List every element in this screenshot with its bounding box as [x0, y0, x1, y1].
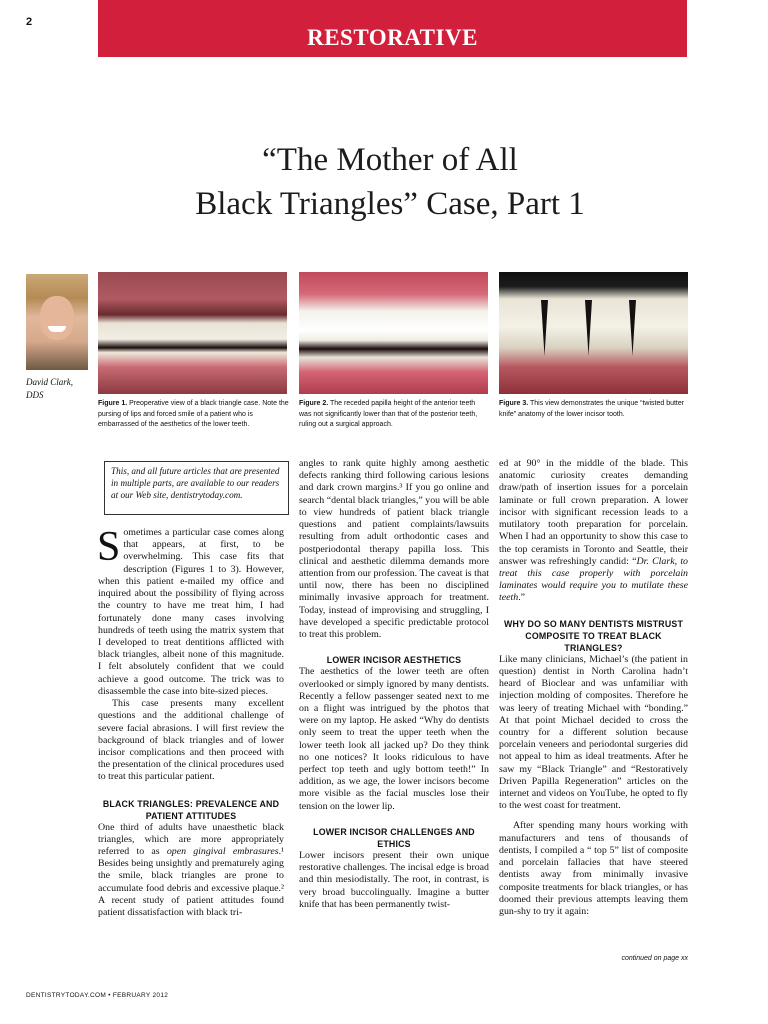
body-paragraph: The aesthetics of the lower teeth are often overlooked or simply ignored by many dentists. Recently a fellow passenger seated next to me on a flight was intrigued by the photos that were on my laptop. He asked “Why do dentists only seem to treat the upper teeth when the lower teeth look all jacked up? Do they think no one notices? It looks ridiculous to have perfect top teeth and ugly bottom teeth!” In addition, as we age, the lower incisors become more visible as the facial muscles lose their tension on the lower lip. — [299, 666, 489, 812]
section-label: RESTORATIVE — [307, 25, 478, 50]
column-3 — [499, 458, 688, 918]
figure-2-text: The receded papilla height of the anterior teeth was not significantly lower than that of the posterior teeth, ruling out a surgical approach. — [299, 400, 478, 428]
body-paragraph: ed at 90° in the middle of the blade. This anatomic curiosity creates demanding draw/path of insertion issues for a porcelain laminate or full crown preparation. A lower incisor with significant recession leads to a mutilatory tooth preparation for porcelain. When I had an opportunity to show this case to the top ceramists in Toronto and Seattle, their answer was refreshingly candid: “Dr. Clark, to treat this case properly with porcelain laminates would require you to mutilate these teeth.” — [499, 458, 688, 604]
intro-paragraph — [97, 524, 284, 698]
page-number: 2 — [26, 16, 33, 28]
figure-3-label: Figure 3. — [499, 400, 529, 407]
web-note-box: This, and all future articles that are presented in multiple parts, are available to our readers at our Web site, dentistrytoday.com. — [104, 461, 289, 515]
body-paragraph: Like many clinicians, Michael’s (the patient in question) dentist in North Carolina hadn’t heard of Bioclear and was unfamiliar with injection molding of composites. Therefore he was leery of treating Michael with “bonding.” At that point Michael decided to cross the country for a different solution because porcelain veneers and periodontal surgeries did not appeal to him as ideal treatments. After he saw my “Black Triangle” and “Restoratively Driven Papilla Regeneration” articles on the internet and videos on YouTube, he opted to fly to the west coast for treatment. — [499, 653, 688, 812]
figure-3-text: This view demonstrates the unique “twisted butter knife” anatomy of the lower incisor tooth. — [499, 400, 685, 418]
figure-1-text: Preoperative view of a black triangle case. Note the pursing of lips and forced smile of a patient who is embarrassed of the aesthetics of the lower teeth. — [98, 400, 289, 428]
emphasis: open gingival embrasures — [166, 846, 279, 858]
section-heading: LOWER INCISOR AESTHETICS — [326, 655, 462, 666]
black-triangle-gap — [629, 300, 636, 356]
figure-3-caption — [499, 399, 689, 420]
author-byline — [26, 376, 73, 402]
continued-note: continued on page xx — [621, 955, 688, 962]
column-2 — [299, 458, 489, 911]
figure-3-photo — [499, 272, 688, 394]
section-banner — [98, 0, 687, 57]
section-heading: WHY DO SO MANY DENTISTS MISTRUST COMPOSITE TO TREAT BLACK TRIANGLES? — [503, 618, 684, 653]
section-heading: LOWER INCISOR CHALLENGES AND ETHICS — [313, 826, 475, 849]
black-triangle-gap — [585, 300, 592, 356]
figure-2-label: Figure 2. — [299, 400, 329, 407]
emphasis: Dr. Clark, to treat this case properly with porcelain laminates would require you to mutilate these teeth — [499, 555, 688, 604]
figure-2-caption — [299, 399, 489, 431]
figure-1-caption — [98, 399, 290, 431]
drop-cap: S — [97, 524, 121, 570]
figure-1-label: Figure 1. — [98, 400, 128, 407]
article-title — [80, 138, 700, 226]
author-name: David Clark, — [26, 377, 73, 387]
black-triangle-gap — [541, 300, 548, 356]
author-face — [40, 296, 74, 340]
body-paragraph: One third of adults have unaesthetic black triangles, which are more appropriately referred to as open gingival embrasures.¹ Besides being unsightly and prematurely aging the smile, black triangles are prone to accumulate food debris and excessive plaque.² A recent study of patient attitudes found patient dissatisfaction with black tri- — [98, 821, 284, 919]
figure-1-photo — [98, 272, 287, 394]
section-heading: BLACK TRIANGLES: PREVALENCE AND PATIENT ATTITUDES — [102, 798, 280, 821]
body-paragraph: Lower incisors present their own unique restorative challenges. The incisal edge is broad and thin mesiodistally. The root, in contrast, is very broad buccolingually. Imagine a butter knife that has been permanently twist- — [299, 849, 489, 910]
article-title-line-2: Black Triangles” Case, Part 1 — [195, 186, 585, 222]
figure-2-photo — [299, 272, 488, 394]
author-photo — [26, 274, 88, 370]
page-footer: DENTISTRYTODAY.COM • FEBRUARY 2012 — [26, 992, 169, 999]
body-paragraph: angles to rank quite highly among aesthetic defects ranking third following carious lesions and dark crown margins.³ If you go online and search “dental black triangles,” you will be able to view hundreds of patient black triangle questions and patient complaints/lawsuits resulting from adult orthodontic cases and postperiodontal therapy papilla loss. This clinical and aesthetic dilemma demands more attention from our profession. The caveat is that until now, there has been no disciplined minimally invasive approach for treatment. Today, instead of improvising and struggling, I have developed a specific predictable protocol to treat this problem. — [299, 458, 489, 641]
column-1 — [97, 524, 284, 919]
author-credential: DDS — [26, 390, 44, 400]
body-paragraph: This case presents many excellent questions and the additional challenge of severe facial abrasions. I will first review the background of black triangles and of lower incisor complications and then proceed with the presentation of the clinical procedures used to treat this particular patient. — [98, 698, 284, 783]
article-title-line-1: “The Mother of All — [262, 142, 518, 178]
intro-text: ometimes a particular case comes along that appears, at first, to be overwhelming. This case fits that description (Figures 1 to 3). However, when this patient e-mailed my office and inquired about the possibility of flying across the country to have me treat him, I had fortunately done many cases involving hundreds of teeth using the matrix system that I developed to treat dentitions afflicted with black triangles, albeit none of this magnitude. I felt absolutely confident that we could achieve a good outcome. The trick was to disassemble the case into bite-sized pieces. — [98, 527, 284, 697]
body-paragraph: After spending many hours working with manufacturers and tens of thousands of dentists, I compiled a “ top 5” list of composite and porcelain fallacies that have steered dentists away from minimally invasive composite treatments for black triangles, or has doomed their previous attempts leaving them gun-shy to try it again: — [499, 820, 688, 917]
